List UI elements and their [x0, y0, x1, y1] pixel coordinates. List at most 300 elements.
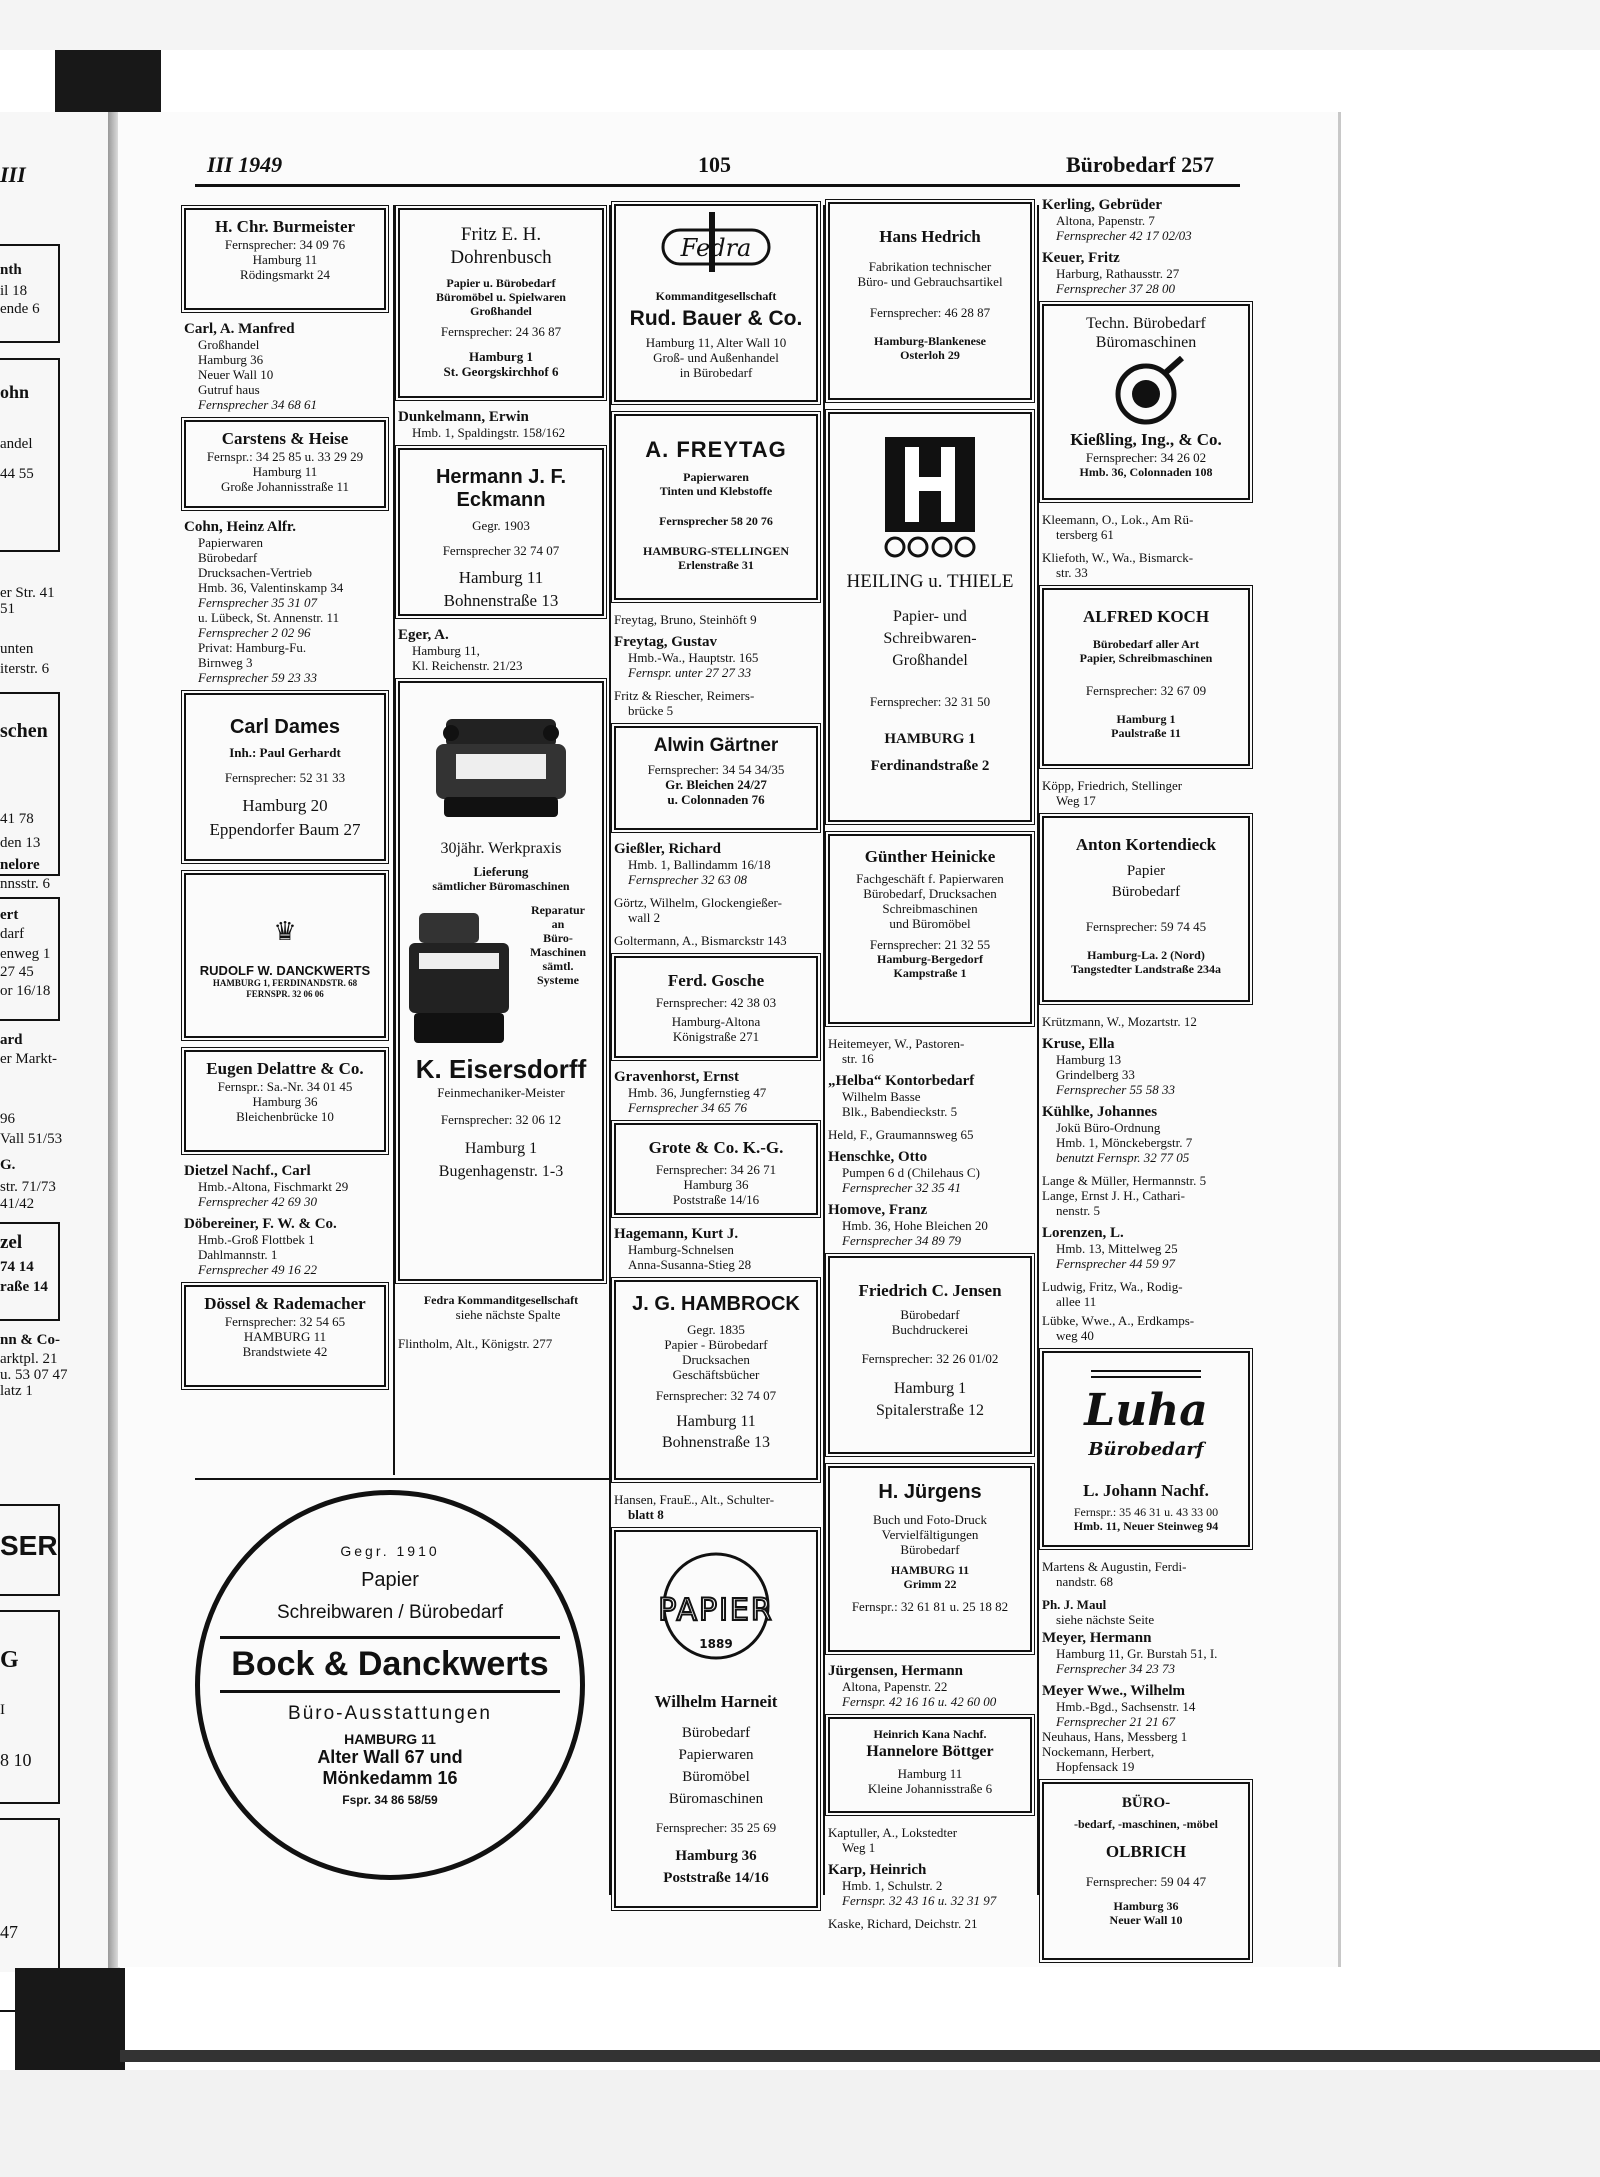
ad-phone: Fernsprecher: 32 67 09 — [1085, 683, 1207, 698]
entry-line: Blk., Babendieckstr. 5 — [842, 1104, 958, 1119]
entry-line: Kl. Reichenstr. 21/23 — [412, 658, 523, 673]
ad-gosche — [614, 956, 818, 1058]
entry-henschke — [828, 1150, 1032, 1195]
entry-kaptuller — [828, 1825, 1032, 1855]
ad-street: Große Johannisstraße 11 — [220, 479, 350, 494]
ad-name: Hans Hedrich — [879, 227, 981, 246]
entry-ludwig — [1042, 1279, 1250, 1309]
ad-desc: in Bürobedarf — [679, 365, 753, 380]
ad-street: Osterloh 29 — [900, 348, 960, 362]
entry-koepp — [1042, 778, 1250, 808]
left-page-text: er Str. 41 — [0, 585, 55, 601]
ad-desc: Buch und Foto-Druck — [872, 1512, 988, 1527]
ad-phone: Fernspr.: 35 46 31 u. 43 33 00 — [1073, 1505, 1219, 1519]
left-page-text: 27 45 — [0, 964, 34, 980]
ad-desc: Techn. Bürobedarf — [1086, 315, 1206, 332]
left-page-text: 96 — [0, 1111, 15, 1127]
left-page-text: 74 14 — [0, 1259, 34, 1275]
entry-line: Altona, Papenstr. 22 — [842, 1679, 948, 1694]
ad-street: Bohnenstraße 13 — [443, 591, 559, 610]
scan-margin-top — [0, 0, 1600, 50]
ad-city: Hamburg 20 — [242, 796, 328, 815]
entry-line: Kliefoth, W., Wa., Bismarck- — [1042, 550, 1194, 565]
ad-street: Poststraße 14/16 — [663, 1870, 769, 1886]
ad-address: Hmb. 36, Colonnaden 108 — [1079, 465, 1213, 479]
left-page-text: nn & Co- — [0, 1332, 61, 1348]
entry-phone: Fernsprecher 37 28 00 — [1056, 281, 1176, 296]
ad-desc: Vervielfältigungen — [881, 1527, 979, 1542]
left-page-text: arktpl. 21 — [0, 1351, 58, 1367]
ad-jensen — [828, 1256, 1032, 1454]
ad-street: Grimm 22 — [903, 1577, 957, 1591]
ad-dames — [184, 693, 386, 861]
ad-name: H. Jürgens — [878, 1481, 982, 1503]
ad-city: Hamburg 1 — [469, 349, 533, 364]
left-page-text: den 13 — [0, 835, 41, 851]
ad-line: -bedarf, -maschinen, -möbel — [1074, 1817, 1218, 1831]
entry-line: Hmb. 36, Hohe Bleichen 20 — [842, 1218, 988, 1233]
entry-kaske — [828, 1916, 1032, 1931]
ad-phone: Fernsprecher: 52 31 33 — [224, 770, 346, 785]
entry-name: Ph. J. Maul — [1042, 1597, 1107, 1612]
entry-name: Cohn, Heinz Alfr. — [184, 519, 296, 535]
entry-line: wall 2 — [628, 910, 661, 925]
ad-city: Hamburg 11 — [252, 252, 318, 267]
ad-olbrich — [1042, 1782, 1250, 1960]
entry-fedra-ref — [398, 1293, 604, 1322]
repair-text — [518, 903, 598, 1053]
ad-phone: Fernsprecher: 34 09 76 — [224, 237, 346, 252]
ad-line: BÜRO- — [1121, 1795, 1171, 1811]
ad-danckwerts — [184, 873, 386, 1038]
entry-line: siehe nächste Seite — [1056, 1612, 1155, 1627]
ad-city: HAMBURG 11 — [243, 1329, 327, 1344]
entry-freytag-gustav — [614, 635, 818, 680]
left-page-text: nnsstr. 6 — [0, 876, 51, 892]
ad-delattre — [184, 1050, 386, 1152]
ad-phone: Fernsprecher: 21 32 55 — [869, 937, 991, 952]
entry-line: Hamburg 36 — [198, 352, 264, 367]
entry-name: Jürgensen, Hermann — [828, 1663, 963, 1679]
ad-phone: Fspr. 34 86 58/59 — [342, 1793, 438, 1807]
left-page-text: unten — [0, 641, 34, 657]
ad-heinicke — [828, 834, 1032, 1024]
entry-phone: Fernsprecher 42 69 30 — [198, 1194, 318, 1209]
entry-line: Ludwig, Fritz, Wa., Rodig- — [1042, 1279, 1183, 1294]
entry-name: Henschke, Otto — [828, 1149, 928, 1165]
entry-luebke — [1042, 1313, 1250, 1343]
entry-karp — [828, 1863, 1032, 1908]
entry-name: Fedra Kommanditgesellschaft — [423, 1293, 579, 1307]
calculator-icon — [404, 903, 514, 1053]
entry-line: Altona, Papenstr. 7 — [1056, 213, 1155, 228]
ad-desc: Geschäftsbücher — [672, 1367, 760, 1382]
entry-line: Heitemeyer, W., Pastoren- — [828, 1036, 965, 1051]
kiessling-logo-icon — [1106, 356, 1186, 426]
ad-phone: Fernsprecher 58 20 76 — [659, 514, 773, 528]
left-page-text: 41 78 — [0, 811, 34, 827]
fedra-logo-text: Fedra — [680, 234, 752, 262]
left-page-text: ard — [0, 1032, 23, 1048]
entry-phone: Fernsprecher 34 89 79 — [842, 1233, 962, 1248]
entry-line: Drucksachen-Vertrieb — [198, 565, 313, 580]
ad-freytag — [614, 414, 818, 600]
left-page-text: schen — [0, 720, 48, 742]
left-page-text: andel — [0, 436, 33, 452]
column-rule — [1037, 205, 1039, 1895]
ad-street: Eppendorfer Baum 27 — [209, 820, 361, 839]
ad-desc: Büromaschinen — [668, 1791, 764, 1807]
ad-juergens — [828, 1466, 1032, 1652]
ad-name: Fritz E. H. — [460, 224, 542, 245]
ad-phone: Fernsprecher: 32 74 07 — [655, 1388, 777, 1403]
entry-line: Birnweg 3 — [198, 655, 253, 670]
entry-line: tersberg 61 — [1056, 527, 1114, 542]
entry-line: Hamburg 13 — [1056, 1052, 1122, 1067]
entry-line: brücke 5 — [628, 703, 674, 718]
entry-line: Hmb. 1, Schulstr. 2 — [842, 1878, 943, 1893]
ad-city: Hamburg 36 — [683, 1177, 749, 1192]
entry-line: Freytag, Bruno, Steinhöft 9 — [614, 612, 757, 627]
left-page-text: ohn — [0, 382, 30, 402]
entry-phone: Fernsprecher 34 68 61 — [198, 397, 318, 412]
entry-name: Homove, Franz — [828, 1202, 928, 1218]
ad-name: Carstens & Heise — [221, 429, 349, 448]
ad-desc: Tinten und Klebstoffe — [659, 484, 773, 498]
ad-city: Hamburg 11 — [458, 568, 544, 587]
entry-phone: Fernspr. 32 43 16 u. 32 31 97 — [842, 1893, 997, 1908]
entry-meyer-wilhelm — [1042, 1684, 1250, 1729]
ad-heiling — [828, 412, 1032, 822]
ad-name: Eugen Delattre & Co. — [206, 1059, 364, 1078]
ad-phone: Fernspr.: 32 61 81 u. 25 18 82 — [851, 1599, 1009, 1614]
entry-line: Neuer Wall 10 — [198, 367, 274, 382]
ad-desc: Groß- und Außenhandel — [653, 350, 779, 365]
luha-logo-text: Luha — [1084, 1385, 1208, 1436]
ad-eisersdorff — [398, 681, 604, 1281]
entry-meyer-hermann — [1042, 1631, 1250, 1676]
entry-line: Lange, Ernst J. H., Cathari- — [1042, 1188, 1185, 1203]
ad-city: Hamburg 1 — [893, 1380, 967, 1397]
entry-martens — [1042, 1559, 1250, 1589]
entry-heitemeyer — [828, 1036, 1032, 1066]
left-page-text: latz 1 — [0, 1383, 33, 1399]
entry-name: Meyer Wwe., Wilhelm — [1042, 1683, 1186, 1699]
entry-line: Hamburg 11, — [412, 643, 480, 658]
crown-icon: ♛ — [273, 917, 297, 946]
ad-desc: Bürobedarf — [900, 1307, 960, 1322]
ad-city: Hamburg 36 — [675, 1848, 757, 1864]
ad-koch — [1042, 588, 1250, 766]
ad-grote — [614, 1123, 818, 1215]
ad-name: Hermann J. F. — [435, 466, 567, 488]
section-rule — [195, 1478, 609, 1480]
ad-eckmann — [398, 448, 604, 616]
ad-street: Königstraße 271 — [672, 1029, 760, 1044]
ad-name: Bock & Danckwerts — [220, 1636, 560, 1693]
ad-street: u. Colonnaden 76 — [667, 792, 765, 807]
logo-year: 1889 — [699, 1637, 733, 1651]
ad-desc: Bürobedarf aller Art — [1092, 637, 1200, 651]
ad-street: Paulstraße 11 — [1111, 726, 1181, 740]
entry-line: Pumpen 6 d (Chilehaus C) — [842, 1165, 980, 1180]
ad-pre: Heinrich Kana Nachf. — [873, 1727, 987, 1741]
entry-line: Flintholm, Alt., Königstr. 277 — [398, 1336, 553, 1351]
entry-line: Lübke, Wwe., A., Erdkamps- — [1042, 1313, 1195, 1328]
entry-line: Hmb. 13, Mittelweg 25 — [1056, 1241, 1178, 1256]
ad-street: Kleine Johannisstraße 6 — [867, 1781, 993, 1796]
entry-name: Gießler, Richard — [614, 841, 721, 857]
ad-name: Kießling, Ing., & Co. — [1070, 430, 1222, 449]
ad-city: Hamburg-La. 2 (Nord) — [1087, 948, 1205, 962]
left-page-text: zel — [0, 1232, 23, 1253]
left-page-text: or 16/18 — [0, 983, 51, 999]
ad-street: Brandstwiete 42 — [242, 1344, 328, 1359]
left-page-text: str. 71/73 — [0, 1179, 56, 1195]
ad-slogan: sämtlicher Büromaschinen — [432, 879, 570, 893]
entry-line: Hmb.-Altona, Fischmarkt 29 — [198, 1179, 349, 1194]
left-page-text: 44 55 — [0, 466, 34, 482]
entry-name: Kruse, Ella — [1042, 1036, 1115, 1052]
ad-desc: Buchdruckerei — [891, 1322, 969, 1337]
ad-name: RUDOLF W. DANCKWERTS — [199, 963, 371, 978]
ad-name: OLBRICH — [1105, 1842, 1187, 1861]
entry-name: Kerling, Gebrüder — [1042, 197, 1162, 213]
ad-phone: FERNSPR. 32 06 06 — [246, 989, 324, 999]
entry-line: blatt 8 — [628, 1507, 664, 1522]
ad-street: St. Georgskirchhof 6 — [443, 364, 559, 379]
ad-phone: Fernsprecher: 46 28 87 — [869, 305, 991, 320]
entry-neuhaus — [1042, 1729, 1250, 1744]
ad-desc: Fabrikation technischer — [868, 259, 992, 274]
entry-phone: Fernsprecher 49 16 22 — [198, 1262, 318, 1277]
ad-desc: Büro- und Gebrauchsartikel — [857, 274, 1003, 289]
page-number: 105 — [698, 152, 731, 177]
entry-kruse — [1042, 1037, 1250, 1097]
ad-desc: Papier, Schreibmaschinen — [1079, 651, 1213, 665]
ad-desc: Papierwaren — [678, 1747, 754, 1763]
ad-city: Hamburg 36 — [1113, 1899, 1179, 1913]
entry-line: Nockemann, Herbert, — [1042, 1744, 1155, 1759]
left-page-text: u. 53 07 47 — [0, 1367, 68, 1383]
ad-harneit — [614, 1530, 818, 1908]
entry-line: Kaske, Richard, Deichstr. 21 — [828, 1916, 978, 1931]
header-rule — [195, 184, 1240, 187]
ad-desc: Papier - Bürobedarf — [664, 1337, 768, 1352]
entry-line: Hmb. 1, Spaldingstr. 158/162 — [412, 425, 566, 440]
entry-phone: Fernspr. 42 16 16 u. 42 60 00 — [842, 1694, 997, 1709]
entry-line: Jokü Büro-Ordnung — [1056, 1120, 1161, 1135]
luha-logo-icon — [1071, 1363, 1221, 1473]
entry-juergensen — [828, 1664, 1032, 1709]
entry-dietzel — [184, 1164, 386, 1209]
left-page-text: raße 14 — [0, 1279, 48, 1295]
ad-phone: Fernsprecher: 59 04 47 — [1085, 1874, 1207, 1889]
column-rule — [609, 205, 611, 1895]
ad-street: Tangstedter Landstraße 234a — [1070, 962, 1222, 976]
ad-name: HEILING u. THIELE — [846, 571, 1014, 592]
header-right: Bürobedarf 257 — [1066, 152, 1215, 177]
ad-phone: Fernsprecher: 24 36 87 — [440, 324, 562, 339]
entry-name: „Helba“ Kontorbedarf — [828, 1073, 975, 1089]
entry-kleemann — [1042, 512, 1250, 542]
entry-cohn — [184, 520, 386, 685]
entry-doebereiner — [184, 1217, 386, 1277]
entry-line: Kleemann, O., Lok., Am Rü- — [1042, 512, 1194, 527]
entry-line: Fritz & Riescher, Reimers- — [614, 688, 755, 703]
column-2 — [398, 208, 604, 1359]
entry-line: Hamburg 11, Gr. Burstah 51, I. — [1056, 1646, 1218, 1661]
left-page-text: ert — [0, 907, 19, 923]
ad-street: Kampstraße 1 — [893, 966, 967, 980]
ad-name: J. G. HAMBROCK — [632, 1293, 800, 1315]
column-rule — [393, 205, 395, 1475]
column-4 — [828, 202, 1032, 1939]
entry-flintholm — [398, 1336, 604, 1351]
header-left: III 1949 — [207, 152, 283, 177]
entry-line: Grindelberg 33 — [1056, 1067, 1135, 1082]
entry-line: str. 16 — [842, 1051, 874, 1066]
ad-city: Hamburg-Bergedorf — [877, 952, 983, 966]
entry-name: Lorenzen, L. — [1042, 1225, 1124, 1241]
entry-line: Privat: Hamburg-Fu. — [198, 640, 307, 655]
entry-phone: benutzt Fernspr. 32 77 05 — [1056, 1150, 1190, 1165]
entry-line: Weg 17 — [1056, 793, 1096, 808]
entry-goltermann — [614, 933, 818, 948]
left-page-text: I — [0, 1702, 5, 1718]
entry-line: siehe nächste Spalte — [455, 1307, 561, 1322]
typewriter-icon — [426, 699, 576, 829]
ad-desc: Drucksachen — [682, 1352, 750, 1367]
ad-street: Spitalerstraße 12 — [876, 1402, 984, 1419]
entry-line: Hmb. 36, Valentinskamp 34 — [198, 580, 344, 595]
ad-city: Hamburg 11 — [676, 1413, 756, 1430]
entry-hansen — [614, 1492, 818, 1522]
left-page-text: 8 10 — [0, 1750, 32, 1770]
ad-boettger — [828, 1717, 1032, 1813]
entry-name: Dunkelmann, Erwin — [398, 409, 529, 425]
entry-line: Lange & Müller, Hermannstr. 5 — [1042, 1173, 1207, 1188]
ad-phone: Fernsprecher: 35 25 69 — [655, 1820, 777, 1835]
ad-phone: Fernsprecher: 32 31 50 — [869, 694, 991, 709]
ad-bock-danckwerts — [195, 1490, 585, 1880]
ad-name: Anton Kortendieck — [1075, 835, 1217, 854]
ad-name: A. FREYTAG — [645, 437, 787, 462]
ad-kiessling — [1042, 304, 1250, 500]
left-page-strip — [0, 112, 114, 1972]
ad-address: Hmb. 11, Neuer Steinweg 94 — [1073, 1519, 1219, 1533]
entry-hagemann — [614, 1227, 818, 1272]
column-1 — [184, 208, 386, 1399]
ad-desc: Büromöbel — [682, 1769, 750, 1785]
entry-name: Eger, A. — [398, 627, 449, 643]
entry-phone: Fernsprecher 59 23 33 — [198, 670, 318, 685]
entry-phone: Fernsprecher 32 63 08 — [628, 872, 748, 887]
entry-line: Wilhelm Basse — [842, 1089, 921, 1104]
ad-name: K. Eisersdorff — [415, 1054, 587, 1084]
ad-founded: Gegr. 1835 — [687, 1322, 745, 1337]
ad-slogan: 30jähr. Werkpraxis — [440, 840, 562, 857]
entry-giessler — [614, 842, 818, 887]
ad-desc: Schreibmaschinen — [882, 901, 978, 916]
ad-phone: Fernsprecher: 42 38 03 — [655, 995, 777, 1010]
entry-name: Dietzel Nachf., Carl — [184, 1163, 311, 1179]
left-page-text: III — [0, 162, 26, 187]
entry-phone: Fernsprecher 2 02 96 — [198, 625, 311, 640]
ad-hambrock — [614, 1280, 818, 1480]
ad-street: Erlenstraße 31 — [678, 558, 754, 572]
left-page-text: il 18 — [0, 283, 28, 299]
ad-name: Wilhelm Harneit — [654, 1692, 778, 1711]
repair-line: Maschinen — [529, 945, 586, 959]
entry-keuer — [1042, 251, 1250, 296]
ad-city: Hamburg-Altona — [671, 1014, 761, 1029]
ad-city: HAMBURG 11 — [890, 1563, 970, 1577]
entry-dunkelmann — [398, 410, 604, 440]
ad-desc: Bürobedarf — [681, 1725, 751, 1741]
ad-name: Hannelore Böttger — [866, 1743, 994, 1760]
ad-street: Poststraße 14/16 — [672, 1192, 760, 1207]
ad-phone: Fernspr.: Sa.-Nr. 34 01 45 — [217, 1079, 353, 1094]
entry-line: Anna-Susanna-Stieg 28 — [628, 1257, 752, 1272]
harneit-logo-icon — [631, 1548, 801, 1668]
ad-phone: Fernspr.: 34 25 85 u. 33 29 29 — [206, 449, 364, 464]
ad-hedrich — [828, 202, 1032, 400]
ad-city: Hamburg 36 — [252, 1094, 318, 1109]
entry-line: Hmb.-Groß Flottbek 1 — [198, 1232, 315, 1247]
left-page-text: iterstr. 6 — [0, 661, 50, 677]
entry-kruetzmann — [1042, 1014, 1250, 1029]
ad-street: Mönkedamm 16 — [322, 1768, 458, 1788]
repair-line: sämtl. — [542, 959, 574, 973]
entry-line: Bürobedarf — [198, 550, 258, 565]
ad-street: Ferdinandstraße 2 — [870, 758, 990, 774]
entry-phone: Fernsprecher 32 35 41 — [842, 1180, 962, 1195]
ad-desc: Papier u. Bürobedarf — [446, 276, 556, 290]
entry-line: Görtz, Wilhelm, Glockengießer- — [614, 895, 782, 910]
entry-line: nandstr. 68 — [1056, 1574, 1114, 1589]
ad-desc: Bürobedarf, Drucksachen — [863, 886, 997, 901]
ad-street: Bugenhagenstr. 1-3 — [438, 1163, 564, 1180]
ad-city: Hamburg 11 — [252, 464, 318, 479]
entry-kliefoth — [1042, 550, 1250, 580]
ad-founded: Gegr. 1903 — [472, 518, 530, 533]
ad-street: Alter Wall 67 und — [317, 1747, 463, 1767]
ad-name: Ferd. Gosche — [667, 971, 765, 990]
ad-desc: Büromöbel u. Spielwaren — [436, 290, 566, 304]
entry-gravenhorst — [614, 1070, 818, 1115]
left-page-box — [0, 1610, 60, 1804]
entry-line: Held, F., Graumannsweg 65 — [828, 1127, 974, 1142]
entry-line: Hmb. 36, Jungfernstieg 47 — [628, 1085, 767, 1100]
ad-name: Dohrenbusch — [450, 247, 552, 268]
left-page-text: G. — [0, 1157, 16, 1173]
scan-edge-top — [55, 50, 161, 115]
ad-name: Grote & Co. K.-G. — [648, 1138, 784, 1157]
ad-desc: und Büromöbel — [889, 916, 971, 931]
entry-name: Meyer, Hermann — [1042, 1630, 1152, 1646]
repair-line: Reparatur — [531, 903, 585, 917]
left-page-text: er Markt- — [0, 1051, 58, 1067]
ad-street: Neuer Wall 10 — [1109, 1913, 1183, 1927]
entry-line: Harburg, Rathausstr. 27 — [1056, 266, 1180, 281]
entry-line: Hamburg-Schnelsen — [628, 1242, 734, 1257]
ad-founded: Gegr. 1910 — [340, 1543, 440, 1559]
entry-phone: Fernsprecher 42 17 02/03 — [1056, 228, 1192, 243]
ad-trade: Feinmechaniker-Meister — [437, 1085, 565, 1100]
ad-desc: Papier- und — [893, 608, 967, 625]
ad-street: Rödingsmarkt 24 — [240, 267, 330, 282]
